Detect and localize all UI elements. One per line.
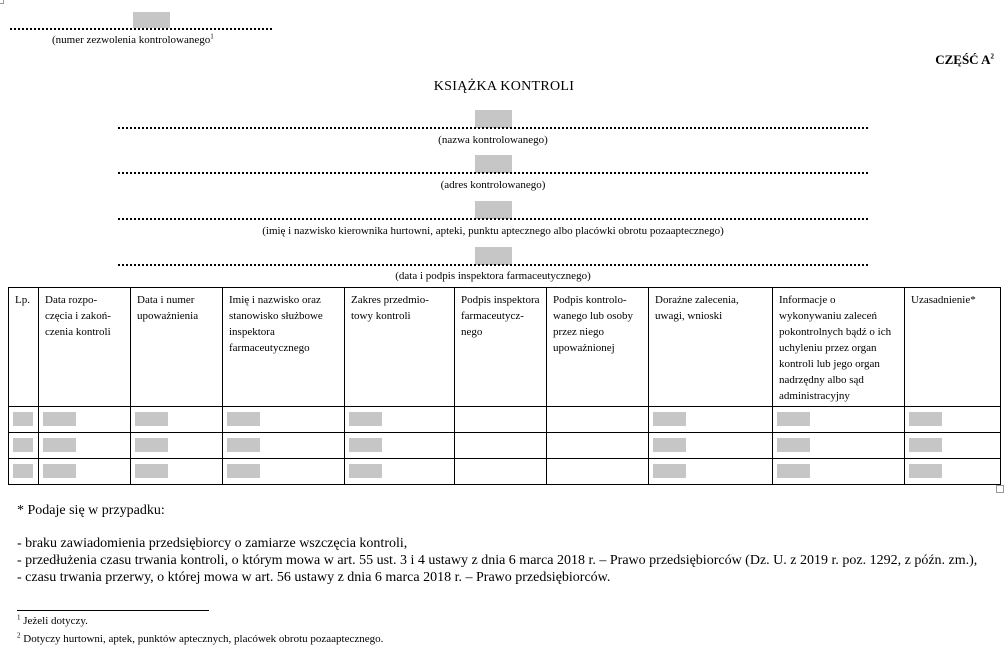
table-resize-handle[interactable] <box>996 485 1004 493</box>
table-cell <box>39 433 131 459</box>
table-cell <box>131 407 223 433</box>
col-header-recommendations: Doraźne zalecenia, uwagi, wnioski <box>649 288 773 407</box>
note-item: - czasu trwania przerwy, o której mowa w art. 56 ustawy z dnia 6 marca 2018 r. – Prawo przedsiębiorców. <box>17 570 611 585</box>
controlled-name-line <box>118 127 868 129</box>
footnote-1: $^1$ Jeżeli dotyczy. <box>17 613 88 627</box>
permit-number-value <box>133 12 170 28</box>
manager-name-value <box>475 201 512 219</box>
col-header-dates: Data rozpo- częcia i zakoń- czenia kontroli <box>39 288 131 407</box>
table-cell <box>547 459 649 485</box>
table-row <box>9 407 1001 433</box>
table-cell <box>39 459 131 485</box>
notes-list <box>17 535 977 586</box>
table-cell <box>547 433 649 459</box>
col-header-inspector: Imię i nazwisko oraz stanowisko służbowe inspektora farmaceutycznego <box>223 288 345 407</box>
col-header-controlled-signature: Podpis kontrolo- wanego lub osoby przez niego upoważnionej <box>547 288 649 407</box>
table-cell <box>649 433 773 459</box>
table-cell <box>345 459 455 485</box>
col-header-information: Informacje o wykonywaniu zaleceń pokontrolnych bądź o ich uchyleniu przez organ kontroli lub jego organ nadrzędny albo sąd administracyjny <box>773 288 905 407</box>
table-cell <box>905 407 1001 433</box>
table-cell <box>649 407 773 433</box>
page-title: KSIĄŻKA KONTROLI <box>433 79 575 94</box>
notes-intro: * Podaje się w przypadku: <box>17 503 165 518</box>
part-label: CZĘŚĆ $A^2$ <box>935 52 994 67</box>
table-cell <box>131 433 223 459</box>
control-table <box>8 287 1001 485</box>
table-cell <box>905 433 1001 459</box>
table-cell <box>905 459 1001 485</box>
table-cell <box>9 407 39 433</box>
page-corner-marker <box>0 0 4 4</box>
controlled-name-caption: (nazwa kontrolowanego) <box>438 134 548 146</box>
table-cell <box>345 407 455 433</box>
permit-number-line <box>10 28 272 30</box>
table-row <box>9 433 1001 459</box>
table-cell <box>39 407 131 433</box>
note-item: - braku zawiadomienia przedsiębiorcy o zamiarze wszczęcia kontroli, <box>17 536 408 551</box>
controlled-address-caption: (adres kontrolowanego) <box>440 179 546 191</box>
table-cell <box>223 459 345 485</box>
controlled-address-line <box>118 172 868 174</box>
permit-number-caption: (numer zezwolenia kontrolowanego$^1$ <box>52 32 214 46</box>
inspector-signature-line <box>118 264 868 266</box>
table-header-row <box>9 288 1001 407</box>
manager-name-line <box>118 218 868 220</box>
footnote-2: $^2$ Dotyczy hurtowni, aptek, punktów aptecznych, placówek obrotu pozaaptecznego. <box>17 631 384 645</box>
table-row <box>9 459 1001 485</box>
table-cell <box>455 433 547 459</box>
table-cell <box>9 433 39 459</box>
controlled-name-value <box>475 110 512 128</box>
col-header-authorization: Data i numer upoważnienia <box>131 288 223 407</box>
manager-name-caption: (imię i nazwisko kierownika hurtowni, apteki, punktu aptecznego albo placówki obrotu pozaaptecznego) <box>262 225 724 237</box>
table-cell <box>223 433 345 459</box>
inspector-signature-value <box>475 247 512 265</box>
col-header-lp: Lp. <box>9 288 39 407</box>
col-header-justification: Uzasadnienie* <box>905 288 1001 407</box>
table-cell <box>773 433 905 459</box>
col-header-scope: Zakres przedmio- towy kontroli <box>345 288 455 407</box>
table-cell <box>223 407 345 433</box>
table-cell <box>131 459 223 485</box>
footnote-separator <box>17 610 209 611</box>
inspector-signature-caption: (data i podpis inspektora farmaceutycznego) <box>395 270 591 282</box>
note-item: - przedłużenia czasu trwania kontroli, o którym mowa w art. 55 ust. 3 i 4 ustawy z dnia 6 marca 2018 r. – Prawo przedsiębiorców (Dz. U. z 2019 r. poz. 1292, z późn. zm.), <box>17 553 978 568</box>
table-cell <box>547 407 649 433</box>
table-cell <box>773 459 905 485</box>
table-cell <box>455 459 547 485</box>
col-header-inspector-signature: Podpis inspektora farmaceutycz- nego <box>455 288 547 407</box>
table-cell <box>345 433 455 459</box>
controlled-address-value <box>475 155 512 173</box>
table-cell <box>649 459 773 485</box>
table-cell <box>455 407 547 433</box>
table-cell <box>773 407 905 433</box>
table-cell <box>9 459 39 485</box>
